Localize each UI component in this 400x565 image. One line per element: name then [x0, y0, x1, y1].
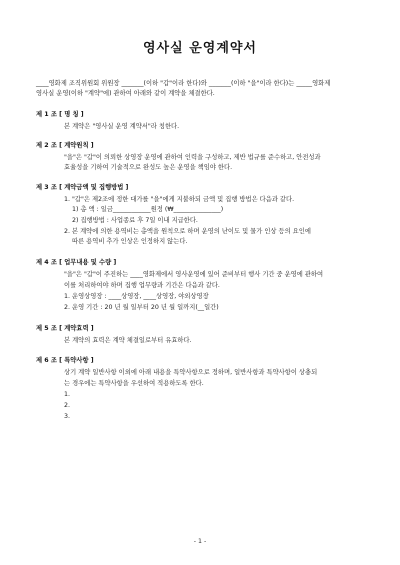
- article-3-heading: 제 3 조 [ 계약금액 및 집행방법 ]: [36, 184, 129, 191]
- article-4-heading: 제 4 조 [ 업무내용 및 수량 ]: [36, 259, 117, 266]
- article-3-line-1: 1. "갑"은 제2조에 정한 대가를 "을"에게 지불하되 금액 및 집행 방법은 다음과 같다.: [64, 196, 295, 203]
- article-4-line-2: 이를 처리하여야 하며 집행 업무량과 기간은 다음과 같다.: [64, 282, 220, 289]
- article-6-item-3: 3.: [64, 413, 71, 420]
- article-3-line-3: 2) 집행방법 : 사업종료 후 7일 이내 지급한다.: [72, 217, 198, 224]
- article-4-line-3: 1. 운영상영장 : ____상영장, ____상영장, 야외상영장: [64, 293, 209, 300]
- article-1-line-1: 본 계약은 "영사실 운영 계약서"라 칭한다.: [64, 123, 180, 130]
- article-6-line-2: 는 경우에는 특약사항을 우선하여 적용하도록 한다.: [64, 380, 204, 387]
- article-5-heading: 제 5 조 [ 계약효력 ]: [36, 325, 94, 332]
- article-4-line-4: 2. 운영 기간 : 20 년 월 일부터 20 년 월 일까지(__일간): [64, 304, 219, 311]
- article-6-line-1: 상기 계약 일반사항 이외에 아래 내용을 특약사항으로 정하며, 일반사항과 특약사항이 상충되: [64, 369, 318, 376]
- article-5-line-1: 본 계약의 효력은 계약 체결일로부터 유효하다.: [64, 337, 192, 344]
- article-3-line-4: 2. 본 계약에 의한 용역비는 총액을 원칙으로 하며 운영의 난이도 및 물가 인상 등의 요인에: [64, 228, 311, 235]
- article-1-heading: 제 1 조 [ 명 칭 ]: [36, 111, 84, 118]
- intro-line-2: 영사실 운영(이하 "계약"에) 관하여 아래와 같이 계약을 체결한다.: [36, 90, 215, 97]
- article-2-line-2: 효율성을 기하여 기술적으로 완성도 높은 운영을 책임야 한다.: [64, 164, 233, 171]
- article-4-line-1: "을"은 "갑"이 주진하는 ____영화제에서 영사운영에 있어 준비부터 행사 기간 중 운영에 관하여: [64, 271, 324, 278]
- article-3-line-5: 따른 용역비 추가 인상은 인정하지 않는다.: [72, 238, 188, 245]
- document-title: 영사실 운영계약서: [143, 41, 257, 56]
- article-6-heading: 제 6 조 [ 특약사항 ]: [36, 357, 94, 364]
- article-2-line-1: "을"은 "갑"이 의뢰한 상영장 운영에 관하여 인력을 구성하고, 제반 법규를 준수하고, 안전성과: [64, 154, 321, 161]
- intro-line-1: ____영화제 조직위원회 위원장 _______(이하 "갑"이라 한다)와 _______(이하 "을"이라 한다)는 _____영화제: [36, 80, 331, 87]
- article-6-item-2: 2.: [64, 402, 71, 409]
- article-3-line-2: 1) 총 액 : 일금____________원정 (₩_______________): [72, 206, 224, 213]
- article-2-heading: 제 2 조 [ 계약원칙 ]: [36, 142, 94, 149]
- article-6-item-1: 1.: [64, 391, 71, 398]
- page-number: - 1 -: [193, 538, 207, 545]
